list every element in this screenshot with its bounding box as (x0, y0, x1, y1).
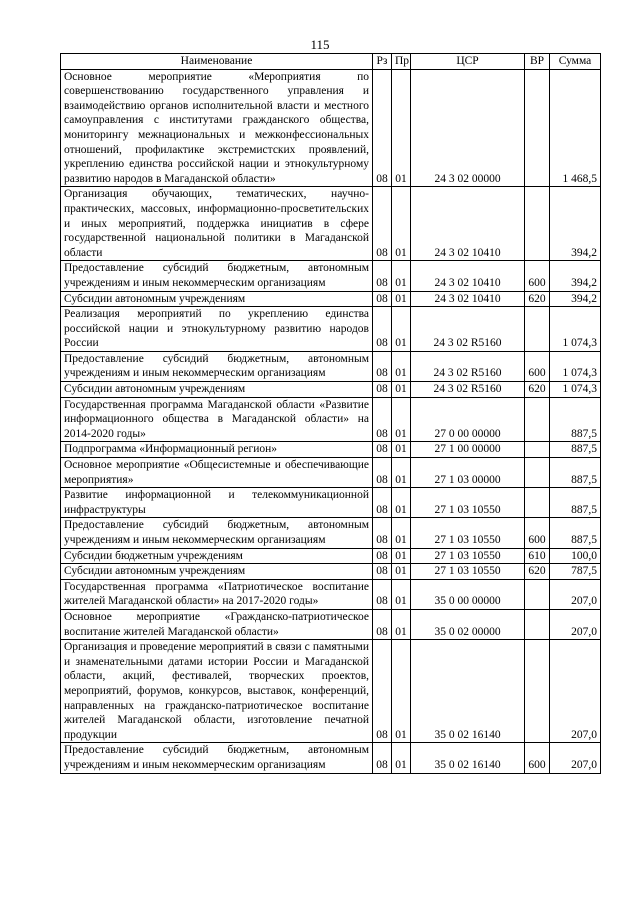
row-amount: 207,0 (550, 579, 601, 609)
row-rz: 08 (373, 442, 392, 458)
row-csr: 27 1 00 00000 (411, 442, 525, 458)
row-amount: 207,0 (550, 743, 601, 773)
row-name: Предоставление субсидий бюджетным, автономным учреждениям и иным некоммерческим организациям (61, 518, 373, 548)
table-row (61, 743, 601, 773)
row-amount: 1 468,5 (550, 69, 601, 187)
row-name: Государственная программа Магаданской области «Развитие информационного общества в Магаданской области» на 2014-2020 годы» (61, 397, 373, 442)
table-header-row (61, 54, 601, 70)
header-amount: Сумма (550, 54, 601, 70)
row-rz: 08 (373, 69, 392, 187)
row-rz: 08 (373, 397, 392, 442)
row-pr: 01 (392, 351, 411, 381)
table-row (61, 609, 601, 639)
row-csr: 24 3 02 10410 (411, 187, 525, 261)
row-amount: 1 074,3 (550, 307, 601, 352)
row-vr: 600 (525, 261, 550, 291)
row-amount: 887,5 (550, 442, 601, 458)
row-csr: 24 3 02 R5160 (411, 351, 525, 381)
table-row (61, 382, 601, 398)
row-amount: 1 074,3 (550, 351, 601, 381)
row-vr: 600 (525, 351, 550, 381)
table-row (61, 488, 601, 518)
row-vr (525, 69, 550, 187)
row-vr (525, 458, 550, 488)
row-amount: 207,0 (550, 640, 601, 743)
row-vr: 620 (525, 291, 550, 307)
row-name: Реализация мероприятий по укреплению единства российской нации и этнокультурному развитию народов России (61, 307, 373, 352)
row-rz: 08 (373, 458, 392, 488)
row-rz: 08 (373, 579, 392, 609)
row-rz: 08 (373, 564, 392, 580)
table-row (61, 564, 601, 580)
row-name: Организация обучающих, тематических, научно-практических, массовых, информационно-просветительских и иных мероприятий, поддержка инициатив в сфере государственной национальной политики в Магаданской области (61, 187, 373, 261)
row-pr: 01 (392, 69, 411, 187)
row-vr: 610 (525, 548, 550, 564)
header-csr: ЦСР (411, 54, 525, 70)
row-rz: 08 (373, 351, 392, 381)
row-vr (525, 640, 550, 743)
row-vr (525, 488, 550, 518)
row-amount: 887,5 (550, 458, 601, 488)
table-row (61, 351, 601, 381)
row-rz: 08 (373, 291, 392, 307)
row-name: Подпрограмма «Информационный регион» (61, 442, 373, 458)
row-name: Государственная программа «Патриотическое воспитание жителей Магаданской области» на 2017-2020 годы» (61, 579, 373, 609)
row-vr (525, 397, 550, 442)
row-rz: 08 (373, 261, 392, 291)
row-csr: 27 1 03 10550 (411, 564, 525, 580)
row-csr: 27 1 03 10550 (411, 488, 525, 518)
row-vr (525, 187, 550, 261)
row-rz: 08 (373, 488, 392, 518)
row-name: Развитие информационной и телекоммуникационной инфраструктуры (61, 488, 373, 518)
table-row (61, 458, 601, 488)
row-pr: 01 (392, 291, 411, 307)
row-rz: 08 (373, 518, 392, 548)
header-pr: Пр (392, 54, 411, 70)
row-pr: 01 (392, 743, 411, 773)
table-row (61, 261, 601, 291)
row-amount: 887,5 (550, 397, 601, 442)
row-csr: 35 0 02 16140 (411, 640, 525, 743)
row-amount: 394,2 (550, 291, 601, 307)
row-rz: 08 (373, 609, 392, 639)
row-amount: 887,5 (550, 488, 601, 518)
row-name: Основное мероприятие «Общесистемные и обеспечивающие мероприятия» (61, 458, 373, 488)
row-name: Субсидии автономным учреждениям (61, 382, 373, 398)
row-amount: 394,2 (550, 261, 601, 291)
row-amount: 394,2 (550, 187, 601, 261)
row-csr: 24 3 02 R5160 (411, 307, 525, 352)
table-row (61, 579, 601, 609)
row-pr: 01 (392, 518, 411, 548)
table-row (61, 69, 601, 187)
row-vr (525, 307, 550, 352)
table-row (61, 291, 601, 307)
row-name: Предоставление субсидий бюджетным, автономным учреждениям и иным некоммерческим организациям (61, 261, 373, 291)
row-csr: 35 0 02 16140 (411, 743, 525, 773)
row-rz: 08 (373, 307, 392, 352)
table-row (61, 187, 601, 261)
table-row (61, 548, 601, 564)
header-rz: Рз (373, 54, 392, 70)
row-rz: 08 (373, 187, 392, 261)
row-pr: 01 (392, 397, 411, 442)
row-vr: 600 (525, 743, 550, 773)
row-name: Предоставление субсидий бюджетным, автономным учреждениям и иным некоммерческим организациям (61, 351, 373, 381)
row-name: Основное мероприятие «Гражданско-патриотическое воспитание жителей Магаданской области» (61, 609, 373, 639)
row-amount: 887,5 (550, 518, 601, 548)
row-name: Субсидии автономным учреждениям (61, 564, 373, 580)
row-pr: 01 (392, 307, 411, 352)
row-vr (525, 609, 550, 639)
table-row (61, 307, 601, 352)
row-csr: 24 3 02 R5160 (411, 382, 525, 398)
row-vr (525, 579, 550, 609)
row-pr: 01 (392, 579, 411, 609)
table-row (61, 518, 601, 548)
row-csr: 24 3 02 10410 (411, 291, 525, 307)
row-amount: 100,0 (550, 548, 601, 564)
row-amount: 207,0 (550, 609, 601, 639)
row-pr: 01 (392, 261, 411, 291)
row-pr: 01 (392, 187, 411, 261)
row-pr: 01 (392, 442, 411, 458)
page-number: 115 (310, 37, 330, 52)
row-rz: 08 (373, 743, 392, 773)
header-vr: ВР (525, 54, 550, 70)
row-csr: 35 0 02 00000 (411, 609, 525, 639)
row-rz: 08 (373, 382, 392, 398)
row-csr: 35 0 00 00000 (411, 579, 525, 609)
row-vr: 620 (525, 382, 550, 398)
row-pr: 01 (392, 488, 411, 518)
row-name: Субсидии автономным учреждениям (61, 291, 373, 307)
row-csr: 24 3 02 10410 (411, 261, 525, 291)
row-pr: 01 (392, 564, 411, 580)
row-name: Предоставление субсидий бюджетным, автономным учреждениям и иным некоммерческим организациям (61, 743, 373, 773)
row-pr: 01 (392, 382, 411, 398)
table-row (61, 640, 601, 743)
row-rz: 08 (373, 548, 392, 564)
budget-table (60, 53, 601, 774)
row-vr (525, 442, 550, 458)
row-rz: 08 (373, 640, 392, 743)
row-vr: 600 (525, 518, 550, 548)
table-row (61, 442, 601, 458)
row-vr: 620 (525, 564, 550, 580)
row-csr: 27 0 00 00000 (411, 397, 525, 442)
row-name: Организация и проведение мероприятий в связи с памятными и знаменательными датами истории России и Магаданской области, акций, фестивалей, творческих проектов, мероприятий, форумов, конкурсов, выставок, конференций, направленных на гражданско-патриотическое воспитание жителей Магаданской области, изготовление печатной продукции (61, 640, 373, 743)
row-name: Субсидии бюджетным учреждениям (61, 548, 373, 564)
row-pr: 01 (392, 548, 411, 564)
row-csr: 27 1 03 10550 (411, 548, 525, 564)
row-amount: 1 074,3 (550, 382, 601, 398)
row-csr: 27 1 03 00000 (411, 458, 525, 488)
table-row (61, 397, 601, 442)
row-csr: 24 3 02 00000 (411, 69, 525, 187)
header-name: Наименование (61, 54, 373, 70)
row-amount: 787,5 (550, 564, 601, 580)
row-csr: 27 1 03 10550 (411, 518, 525, 548)
row-pr: 01 (392, 609, 411, 639)
row-pr: 01 (392, 458, 411, 488)
row-name: Основное мероприятие «Мероприятия по совершенствованию государственного управления и взаимодействию органов исполнительной власти и местного самоуправления с институтами гражданского общества, мониторингу межнациональных и межконфессиональных отношений, профилактике экстремистских проявлений, укреплению единства российской нации и этнокультурному развитию народов в Магаданской области» (61, 69, 373, 187)
row-pr: 01 (392, 640, 411, 743)
